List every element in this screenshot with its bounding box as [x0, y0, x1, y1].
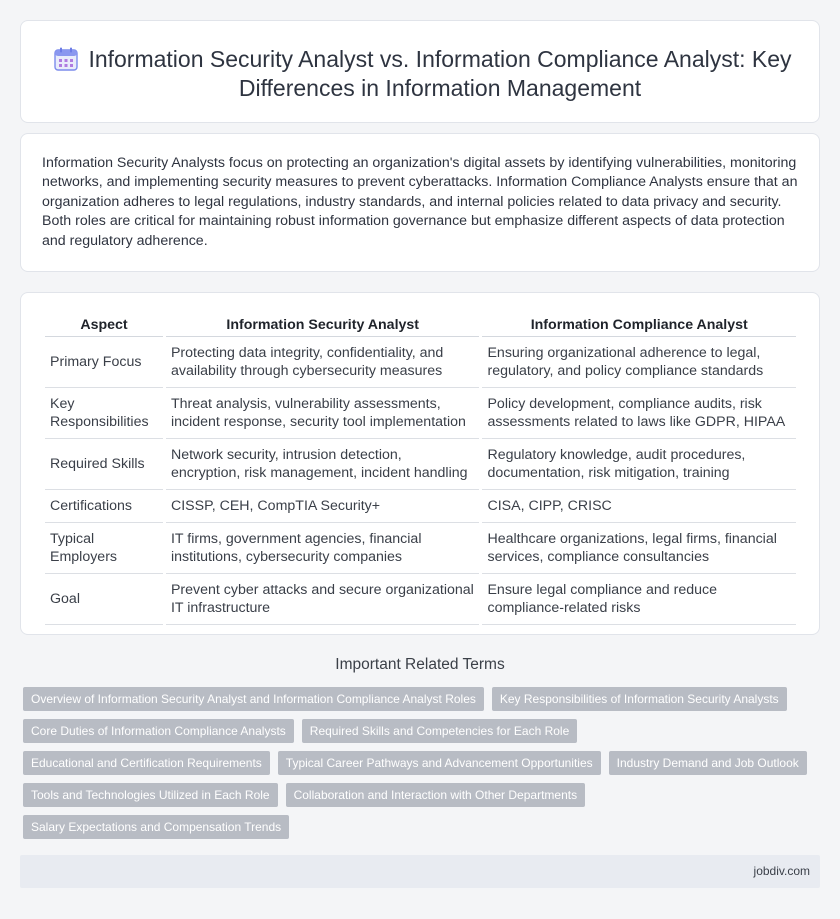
related-term-tag[interactable]: Tools and Technologies Utilized in Each Role — [23, 783, 278, 807]
security-cell: CISSP, CEH, CompTIA Security+ — [166, 490, 480, 523]
header-card — [20, 20, 820, 123]
related-term-tag[interactable]: Overview of Information Security Analyst and Information Compliance Analyst Roles — [23, 687, 484, 711]
header-aspect: Aspect — [45, 315, 163, 337]
footer — [20, 855, 820, 888]
table-row — [45, 439, 796, 490]
related-term-tag[interactable]: Collaboration and Interaction with Other Departments — [286, 783, 585, 807]
related-term-tag[interactable]: Core Duties of Information Compliance Analysts — [23, 719, 294, 743]
compliance-cell: Ensure legal compliance and reduce compliance-related risks — [482, 574, 796, 625]
table-row — [45, 574, 796, 625]
aspect-cell: Primary Focus — [45, 337, 163, 388]
aspect-cell: Required Skills — [45, 439, 163, 490]
compliance-cell: Policy development, compliance audits, risk assessments related to laws like GDPR, HIPAA — [482, 388, 796, 439]
footer-site-link[interactable]: jobdiv.com — [753, 864, 810, 878]
page-title: Information Security Analyst vs. Information Compliance Analyst: Key Differences in Information Management — [88, 46, 792, 101]
compliance-cell: Healthcare organizations, legal firms, financial services, compliance consultancies — [482, 523, 796, 574]
comparison-card — [20, 292, 820, 635]
related-term-tag[interactable]: Required Skills and Competencies for Each Role — [302, 719, 577, 743]
related-terms-list — [23, 687, 803, 847]
aspect-cell: Typical Employers — [45, 523, 163, 574]
security-cell: Protecting data integrity, confidentiality, and availability through cybersecurity measures — [166, 337, 480, 388]
intro-paragraph: Information Security Analysts focus on protecting an organization's digital assets by identifying vulnerabilities, monitoring networks, and implementing security measures to prevent cyberattacks. Information Compliance Analysts ensure that an organization adheres to legal regulations, industry standards, and internal policies related to data privacy and security. Both roles are critical for maintaining robust information governance but emphasize different aspects of data protection and regulatory adherence. — [42, 155, 798, 249]
table-row — [45, 337, 796, 388]
security-cell: IT firms, government agencies, financial institutions, cybersecurity companies — [166, 523, 480, 574]
related-term-tag[interactable]: Industry Demand and Job Outlook — [609, 751, 807, 775]
security-cell: Threat analysis, vulnerability assessments, incident response, security tool implementation — [166, 388, 480, 439]
table-row — [45, 523, 796, 574]
comparison-table — [42, 315, 799, 625]
table-row — [45, 490, 796, 523]
table-row — [45, 388, 796, 439]
related-term-tag[interactable]: Educational and Certification Requirements — [23, 751, 270, 775]
security-cell: Prevent cyber attacks and secure organizational IT infrastructure — [166, 574, 480, 625]
aspect-cell: Goal — [45, 574, 163, 625]
aspect-cell: Certifications — [45, 490, 163, 523]
intro-card — [20, 133, 820, 272]
compliance-cell: CISA, CIPP, CRISC — [482, 490, 796, 523]
header-security-analyst: Information Security Analyst — [166, 315, 480, 337]
header-compliance-analyst: Information Compliance Analyst — [482, 315, 796, 337]
compliance-cell: Ensuring organizational adherence to legal, regulatory, and policy compliance standards — [482, 337, 796, 388]
compliance-cell: Regulatory knowledge, audit procedures, documentation, risk mitigation, training — [482, 439, 796, 490]
related-term-tag[interactable]: Salary Expectations and Compensation Trends — [23, 815, 289, 839]
related-term-tag[interactable]: Typical Career Pathways and Advancement Opportunities — [278, 751, 601, 775]
aspect-cell: Key Responsibilities — [45, 388, 163, 439]
table-header-row — [45, 315, 796, 337]
related-terms-title: Important Related Terms — [335, 656, 505, 673]
security-cell: Network security, intrusion detection, encryption, risk management, incident handling — [166, 439, 480, 490]
related-term-tag[interactable]: Key Responsibilities of Information Security Analysts — [492, 687, 787, 711]
